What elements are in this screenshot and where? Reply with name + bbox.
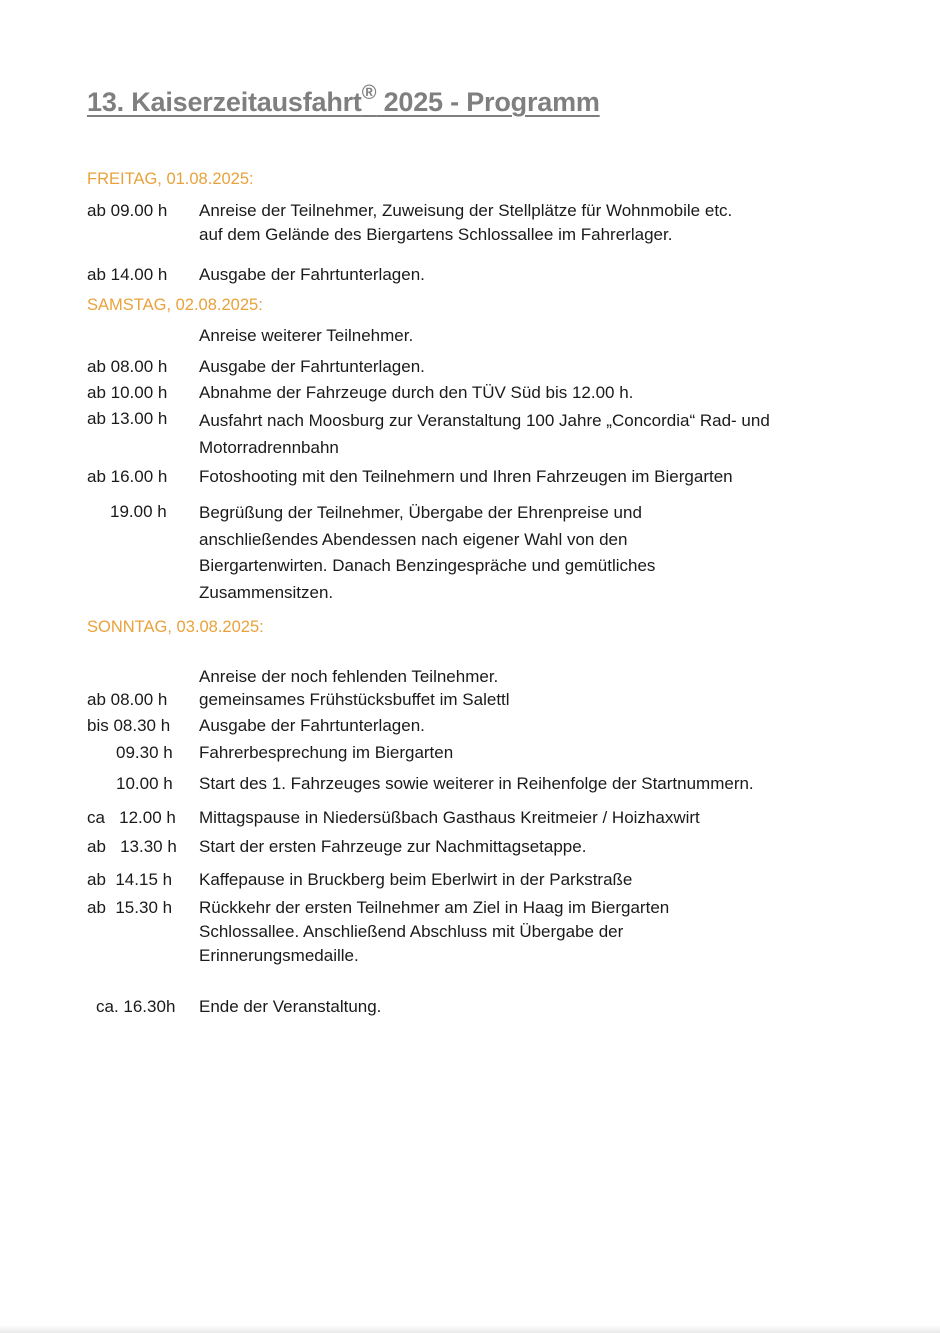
entry-time: bis 08.30 h (87, 716, 171, 735)
entry-time: ab 15.30 h (87, 898, 173, 917)
entry-description: Rückkehr der ersten Teilnehmer am Ziel in Haag im Biergarten Schlossallee. Anschließend Abschluss mit Übergabe der Erinnerungsmedaille. (199, 898, 670, 965)
entry-description: Start der ersten Fahrzeuge zur Nachmittagsetappe. (199, 837, 587, 856)
entry-description: Ausgabe der Fahrtunterlagen. (199, 265, 425, 284)
entry-time: ca. 16.30h (96, 997, 176, 1016)
entry-description: Ausgabe der Fahrtunterlagen. (199, 716, 425, 735)
entry-time: ca 12.00 h (87, 808, 176, 827)
entry-description: Start des 1. Fahrzeuges sowie weiterer in Reihenfolge der Startnummern. (199, 774, 754, 793)
entry-time: ab 08.00 h (87, 690, 168, 709)
entry-description: Ausgabe der Fahrtunterlagen. (199, 357, 425, 376)
entry-description: Ende der Veranstaltung. (199, 997, 382, 1016)
entry-description: Anreise der Teilnehmer, Zuweisung der Stellplätze für Wohnmobile etc. auf dem Gelände des Biergartens Schlossallee im Fahrerlager. (199, 201, 733, 244)
day-heading-sunday: SONNTAG, 03.08.2025: (87, 618, 264, 636)
entry-time: ab 14.15 h (87, 870, 173, 889)
entry-description: gemeinsames Frühstücksbuffet im Salettl (199, 690, 510, 709)
entry-time: 09.30 h (116, 743, 173, 762)
entry-description: Begrüßung der Teilnehmer, Übergabe der Ehrenpreise und anschließendes Abendessen nach eigener Wahl von den Biergartenwirten. Danach Benzingespräche und gemütliches Zusammensitzen. (199, 503, 656, 602)
entry-description: Anreise weiterer Teilnehmer. (199, 326, 414, 345)
entry-time: ab 14.00 h (87, 265, 168, 284)
day-heading-friday: FREITAG, 01.08.2025: (87, 170, 254, 188)
day-heading-saturday: SAMSTAG, 02.08.2025: (87, 296, 263, 314)
entry-description: Anreise der noch fehlenden Teilnehmer. (199, 667, 499, 686)
page-title: 13. Kaiserzeitausfahrt® 2025 - Programm (87, 82, 600, 117)
entry-description: Fotoshooting mit den Teilnehmern und Ihren Fahrzeugen im Biergarten (199, 467, 733, 486)
entry-time: ab 13.30 h (87, 837, 177, 856)
entry-description: Abnahme der Fahrzeuge durch den TÜV Süd bis 12.00 h. (199, 383, 634, 402)
page-bottom-edge (0, 1325, 940, 1333)
entry-description: Ausfahrt nach Moosburg zur Veranstaltung 100 Jahre „Concordia“ Rad- und Motorradrennbahn (199, 411, 770, 457)
entry-time: ab 10.00 h (87, 383, 168, 402)
entry-time: ab 08.00 h (87, 357, 168, 376)
entry-time: ab 16.00 h (87, 467, 168, 486)
entry-time: ab 13.00 h (87, 409, 168, 428)
entry-description: Fahrerbesprechung im Biergarten (199, 743, 454, 762)
registered-mark: ® (361, 82, 377, 104)
entry-description: Kaffepause in Bruckberg beim Eberlwirt in der Parkstraße (199, 870, 633, 889)
entry-time: 10.00 h (116, 774, 173, 793)
entry-time: ab 09.00 h (87, 201, 168, 220)
entry-description: Mittagspause in Niedersüßbach Gasthaus Kreitmeier / Hoizhaxwirt (199, 808, 700, 827)
entry-time: 19.00 h (110, 502, 167, 521)
